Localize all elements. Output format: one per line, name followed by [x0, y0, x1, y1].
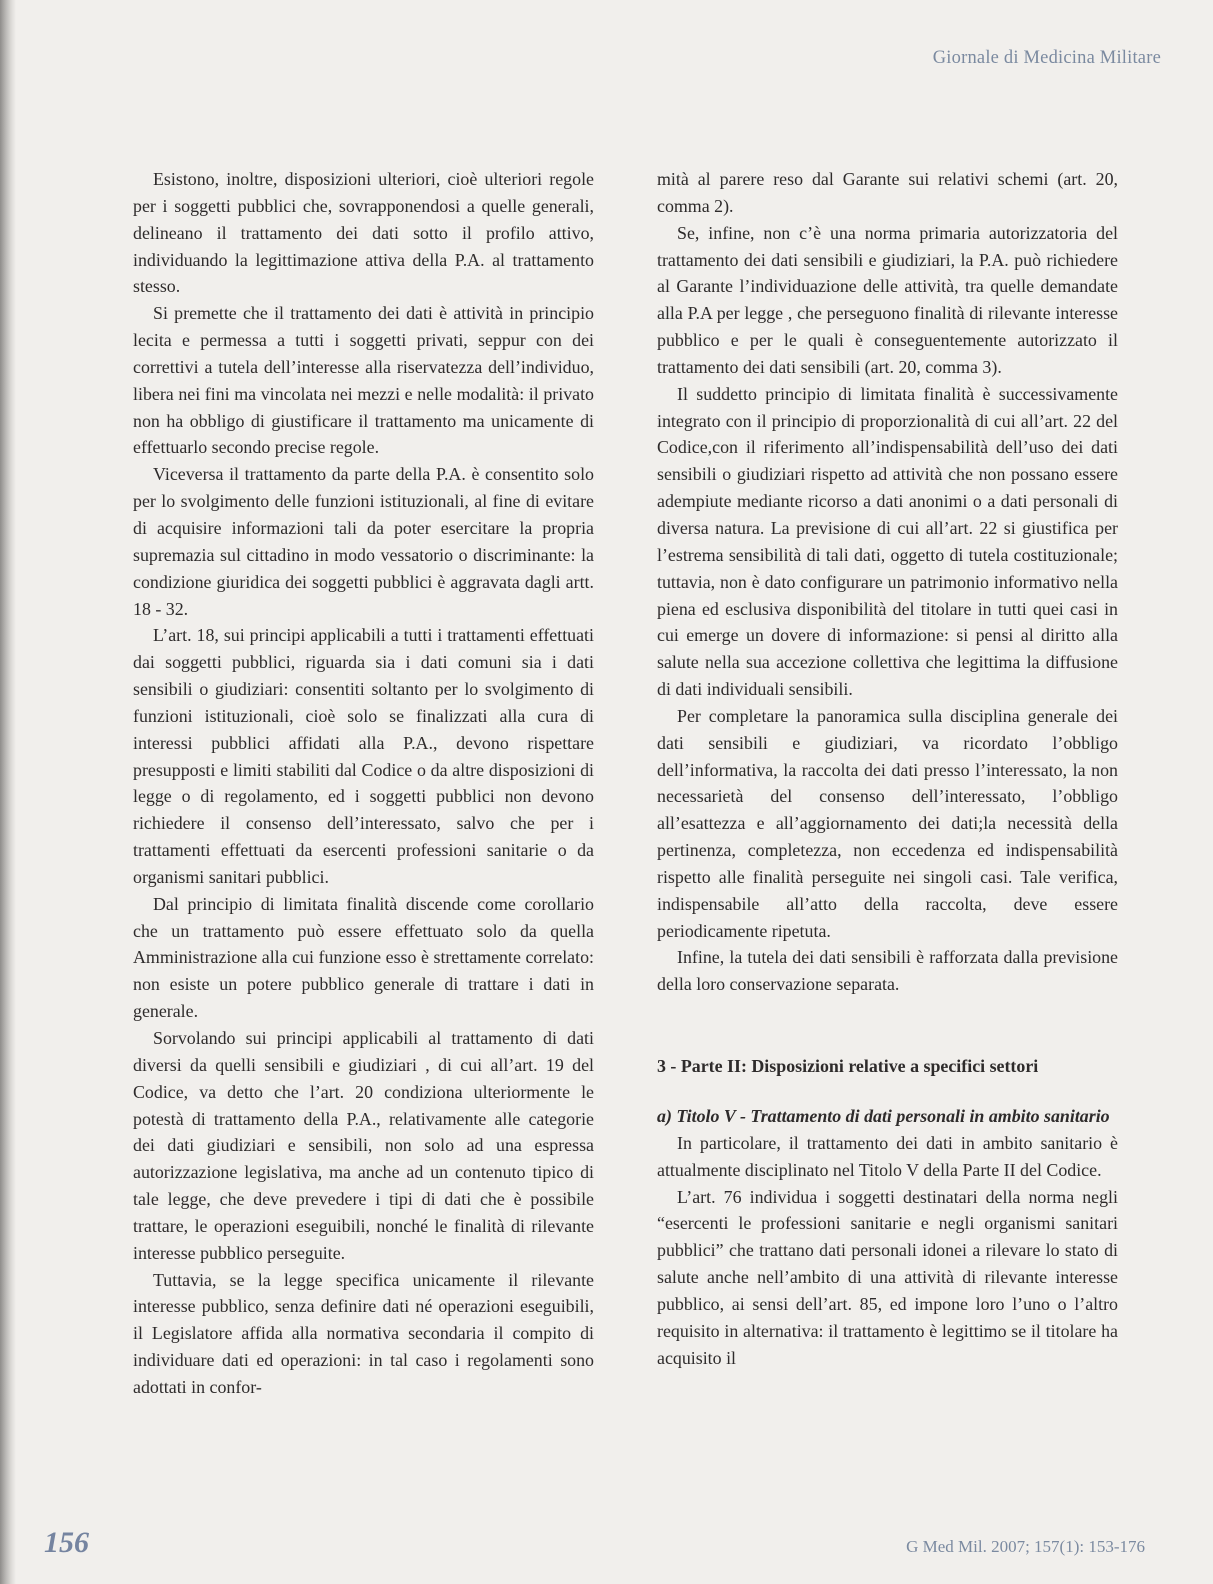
- paragraph: Se, infine, non c’è una norma primaria autorizzatoria del trattamento dei dati sensibili e giudiziari, la P.A. può richiedere al Garante l’individuazione delle attività, tra quelle demandate alla P.A per legge , che perseguono finalità di rilevante interesse pubblico e per le quali è conseguentemente autorizzato il trattamento dei dati sensibili (art. 20, comma 3).: [657, 222, 1118, 377]
- page-number: 156: [44, 1526, 89, 1559]
- section-heading: 3 - Parte II: Disposizioni relative a specifici settori: [657, 1056, 1039, 1077]
- journal-citation: G Med Mil. 2007; 157(1): 153-176: [906, 1537, 1145, 1556]
- paragraph: Infine, la tutela dei dati sensibili è rafforzata dalla previsione della loro conservazione separata.: [657, 947, 1118, 995]
- paragraph: Viceversa il trattamento da parte della P.A. è consentito solo per lo svolgimento delle funzioni istituzionali, al fine di evitare di acquisire informazioni tali da poter esercitare la propria supremazia sul cittadino in modo vessatorio o discriminante: la condizione giuridica dei soggetti pubblici è aggravata dagli artt. 18 - 32.: [133, 464, 594, 619]
- paragraph: Dal principio di limitata finalità discende come corollario che un trattamento può essere effettuato solo da quella Amministrazione alla cui funzione esso è strettamente correlato: non esiste un potere pubblico generale di trattare i dati in generale.: [133, 893, 594, 1022]
- binding-edge-shadow: [0, 0, 16, 1584]
- subsection-heading: a) Titolo V - Trattamento di dati personali in ambito sanitario: [657, 1106, 1110, 1126]
- paragraph: mità al parere reso dal Garante sui relativi schemi (art. 20, comma 2).: [657, 169, 1118, 216]
- paragraph: Si premette che il trattamento dei dati è attività in principio lecita e permessa a tutti i soggetti privati, seppur con dei correttivi a tutela dell’interesse alla riservatezza dell’individuo, libera nei fini ma vincolata nei mezzi e nelle modalità: il privato non ha obbligo di giustificare il trattamento ma unicamente di effettuarlo secondo precise regole.: [133, 303, 594, 458]
- right-column: [657, 166, 1118, 1371]
- paragraph: Esistono, inoltre, disposizioni ulteriori, cioè ulteriori regole per i soggetti pubblici che, sovrapponendosi a quelle generali, delineano il trattamento dei dati sotto il profilo attivo, individuando la legittimazione attiva della P.A. al trattamento stesso.: [133, 169, 594, 297]
- paragraph: L’art. 76 individua i soggetti destinatari della norma negli “esercenti le professioni sanitarie e negli organismi sanitari pubblici” che trattano dati personali idonei a rilevare lo stato di salute anche nell’ambito di una attività di rilevante interesse pubblico, ai sensi dell’art. 85, ed impone loro l’uno o l’altro requisito in alternativa: il trattamento è legittimo se il titolare ha acquisito il: [657, 1186, 1118, 1368]
- running-head: Giornale di Medicina Militare: [932, 48, 1161, 68]
- paragraph: Il suddetto principio di limitata finalità è successivamente integrato con il principio di proporzionalità di cui all’art. 22 del Codice,con il riferimento all’indispensabilità dell’uso dei dati sensibili o giudiziari rispetto ad attività che non possano essere adempiute mediante ricorso a dati anonimi o a dati personali di diversa natura. La previsione di cui all’art. 22 si giustifica per l’estrema sensibilità di tali dati, oggetto di tutela costituzionale; tuttavia, non è dato configurare un patrimonio informativo nella piena ed esclusiva disponibilità del titolare in tutti quei casi in cui emerge un dovere di informazione: si pensi al diritto alla salute nella sua accezione collettiva che legittima la diffusione di dati individuali sensibili.: [657, 383, 1118, 700]
- paragraph: Per completare la panoramica sulla disciplina generale dei dati sensibili e giudiziari, va ricordato l’obbligo dell’informativa, la raccolta dei dati presso l’interessato, la non necessarietà del consenso dell’interessato, l’obbligo all’esattezza e all’aggiornamento dei dati;la necessità della pertinenza, completezza, non eccedenza ed indispensabilità rispetto alle finalità perseguite nei singoli casi. Tale verifica, indispensabile all’atto della raccolta, deve essere periodicamente ripetuta.: [657, 705, 1118, 941]
- left-column: [133, 166, 594, 1401]
- paragraph: In particolare, il trattamento dei dati in ambito sanitario è attualmente disciplinato nel Titolo V della Parte II del Codice.: [657, 1132, 1118, 1180]
- paragraph: Sorvolando sui principi applicabili al trattamento di dati diversi da quelli sensibili e giudiziari , di cui all’art. 19 del Codice, va detto che l’art. 20 condiziona ulteriormente le potestà di trattamento della P.A., relativamente alle categorie dei dati giudiziari e sensibili, non solo ad una espressa autorizzazione legislativa, ma anche ad un contenuto tipico di tale legge, che deve prevedere i tipi di dati che è possibile trattare, le operazioni eseguibili, nonché le finalità di rilevante interesse pubblico perseguite.: [133, 1028, 594, 1263]
- paragraph: Tuttavia, se la legge specifica unicamente il rilevante interesse pubblico, senza definire dati né operazioni eseguibili, il Legislatore affida alla normativa secondaria il compito di individuare dati ed operazioni: in tal caso i regolamenti sono adottati in confor-: [133, 1269, 594, 1397]
- paragraph: L’art. 18, sui principi applicabili a tutti i trattamenti effettuati dai soggetti pubblici, riguarda sia i dati comuni sia i dati sensibili o giudiziari: consentiti soltanto per lo svolgimento di funzioni istituzionali, cioè solo se finalizzati alla cura di interessi pubblici affidati alla P.A., devono rispettare presupposti e limiti stabiliti dal Codice o da altre disposizioni di legge o di regolamento, ed i soggetti pubblici non devono richiedere il consenso dell’interessato, salvo che per i trattamenti effettuati da esercenti professioni sanitarie o da organismi sanitari pubblici.: [133, 625, 594, 887]
